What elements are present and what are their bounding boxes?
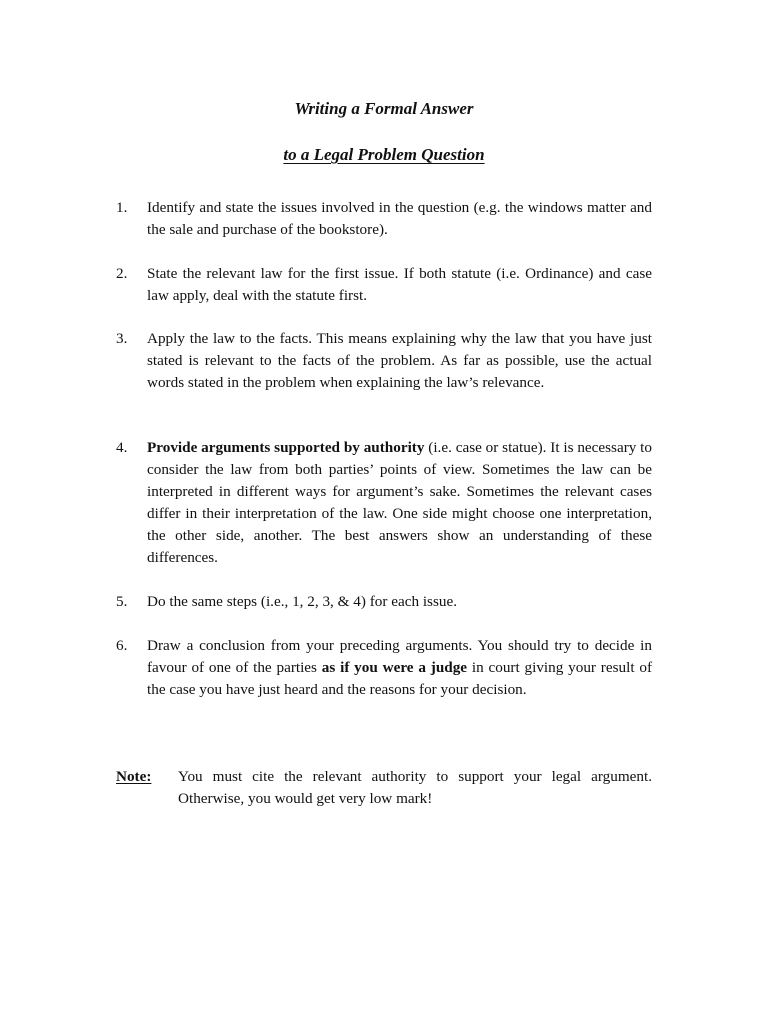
note-block [116,766,652,810]
list-item-1 [116,197,652,241]
item-text-rest: (i.e. case or statue). It is necessary to consider the law from both parties’ points of view. Sometimes the law can be interpreted in different ways for argument’s sake. Sometimes the relevant cases differ in their interpretation of the law. One side might choose one interpretation, the other side, another. The best answers show an understanding of these differences. [147,439,652,566]
list-item-5 [116,591,652,613]
item-text: Do the same steps (i.e., 1, 2, 3, & 4) for each issue. [147,593,458,610]
list-item-2 [116,263,652,307]
item-text-before: Draw a conclusion from your preceding arguments. You should try to decide in favour of one of the parties [147,637,652,676]
item-number: 5. [116,593,128,610]
title-line-2: to a Legal Problem Question [283,145,485,164]
title-line-1: Writing a Formal Answer [294,99,474,118]
item-text [147,635,652,701]
item-number: 4. [116,439,128,456]
list-item-4 [116,437,652,569]
item-number: 2. [116,265,128,282]
document-subtitle [0,145,768,165]
document-title [0,99,768,119]
item-number: 6. [116,637,128,654]
list-item-6 [116,635,652,701]
item-text: Identify and state the issues involved in the question (e.g. the windows matter and the sale and purchase of the bookstore). [147,199,652,238]
item-text-after: in court giving your result of the case you have just heard and the reasons for your decision. [147,659,652,698]
item-text: Apply the law to the facts. This means explaining why the law that you have just stated is relevant to the facts of the problem. As far as possible, use the actual words stated in the problem when explaining the law’s relevance. [147,330,652,391]
item-text: State the relevant law for the first issue. If both statute (i.e. Ordinance) and case law apply, deal with the statute first. [147,265,652,304]
note-text: You must cite the relevant authority to support your legal argument. Otherwise, you would get very low mark! [178,768,652,807]
item-bold-lead: Provide arguments supported by authority [147,439,425,456]
item-number: 3. [116,330,128,347]
item-bold-mid: as if you were a judge [321,659,468,676]
note-label: Note: [116,768,152,785]
list-item-3 [116,328,652,394]
item-number: 1. [116,199,128,216]
item-text [147,437,652,569]
